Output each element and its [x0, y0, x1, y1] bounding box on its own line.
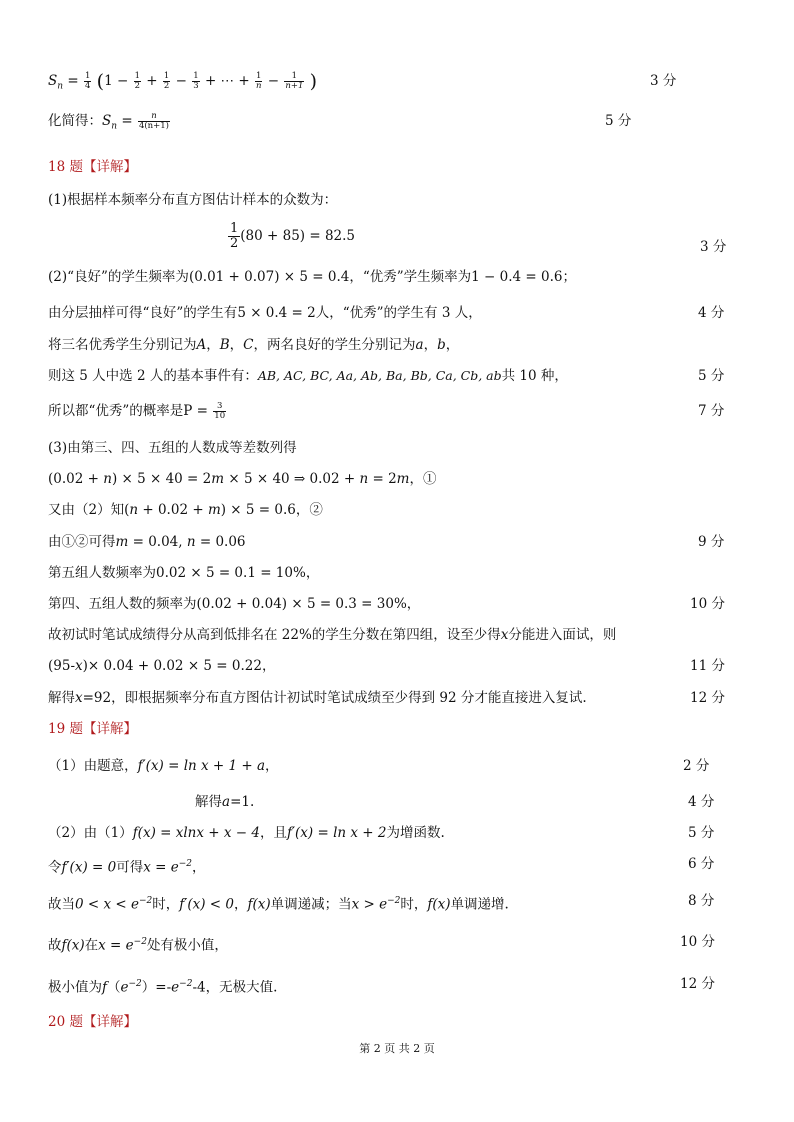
- text: 由分层抽样可得“良好”的学生有: [48, 305, 238, 321]
- text: = 0.04,: [128, 534, 187, 550]
- text: 第五组人数频率为: [48, 565, 156, 581]
- equation: f′(x) = ln x + 1 + a: [137, 758, 266, 774]
- score-label: 8 分: [688, 893, 715, 909]
- text: 为增函数.: [386, 825, 445, 841]
- score-label: 6 分: [688, 856, 715, 872]
- text: ；: [562, 269, 576, 285]
- eq: =: [117, 113, 137, 129]
- exponent: −2: [387, 896, 401, 906]
- term: 1 −: [104, 73, 133, 89]
- text: 将三名优秀学生分别记为: [48, 337, 197, 353]
- monotonicity-line: [48, 892, 509, 914]
- equation: f′(x) = 0: [61, 859, 117, 876]
- equation: e: [171, 979, 180, 996]
- text: -4，无极大值.: [192, 979, 278, 996]
- fraction: [213, 402, 226, 421]
- text: ，: [229, 337, 244, 353]
- ranking-line: [48, 626, 616, 644]
- simplify-line: [48, 112, 171, 136]
- text: 化简得：: [48, 113, 102, 129]
- text: ，: [191, 859, 206, 876]
- term: +: [146, 73, 162, 89]
- equation: 0 < x < e: [75, 896, 139, 913]
- text: 时，: [152, 896, 180, 913]
- equation: (80 + 85) = 82.5: [240, 228, 356, 244]
- text: (0.02 +: [48, 471, 104, 487]
- fraction: [163, 72, 170, 91]
- text: 又由（2）知: [48, 502, 125, 518]
- text: 第四、五组人数的频率为: [48, 596, 197, 612]
- text: ，: [233, 896, 248, 913]
- probability-line: [48, 402, 227, 421]
- text: 由①②可得: [48, 534, 116, 550]
- var: C: [243, 337, 254, 353]
- fraction: [84, 72, 91, 91]
- events: AB, AC, BC, Aa, Ab, Ba, Bb, Ca, Cb, ab: [257, 368, 502, 383]
- fraction: [255, 72, 262, 91]
- equation: 1 − 0.4 = 0.6: [471, 269, 563, 285]
- var: n: [103, 471, 112, 487]
- denominator: 10: [214, 411, 226, 421]
- score-label: 11 分: [690, 658, 725, 674]
- eq: =: [63, 73, 83, 89]
- var: a: [415, 337, 424, 353]
- text: 故: [48, 937, 62, 954]
- score-equation-line: [48, 657, 275, 675]
- text: 在: [84, 937, 99, 954]
- score-label: 5 分: [688, 825, 715, 841]
- minimum-line: [48, 933, 228, 955]
- equation: 5 × 0.4 = 2: [237, 305, 316, 321]
- score-label: 9 分: [698, 534, 725, 550]
- paren: (: [96, 70, 105, 93]
- equation: f(x): [427, 896, 451, 913]
- critical-point-line: [48, 855, 205, 877]
- term: + ⋯ +: [204, 73, 254, 89]
- score-label: 12 分: [690, 690, 725, 706]
- text: ，: [445, 337, 460, 353]
- text: ，: [423, 337, 438, 353]
- numerator: 1: [284, 72, 304, 82]
- labeling-line: [48, 336, 459, 354]
- fraction: [228, 222, 240, 251]
- numerator: 1: [193, 71, 199, 81]
- text: 单调递减；当: [270, 896, 352, 913]
- score-label: 12 分: [680, 976, 715, 992]
- text: ，且: [259, 825, 287, 841]
- var: m: [207, 502, 221, 518]
- score-label: 4 分: [698, 305, 725, 321]
- text: × 5 × 40 ⇒ 0.02 +: [224, 471, 360, 487]
- solve-line: [48, 533, 246, 551]
- q18-part3: (3)由第三、四、五组的人数成等差数列得: [48, 440, 297, 456]
- sum-formula-line: [48, 72, 317, 96]
- var: x: [75, 690, 83, 706]
- text: (: [124, 502, 130, 518]
- equation: x = e: [143, 859, 179, 876]
- sum-sub: n: [57, 81, 64, 92]
- exponent: −2: [179, 979, 193, 989]
- text: ，②: [295, 502, 323, 518]
- equation: (0.02 + 0.04) × 5 = 0.3 = 30%: [196, 596, 407, 612]
- var: a: [222, 794, 231, 810]
- text: ，: [305, 565, 320, 581]
- text: 令: [48, 859, 62, 876]
- score-label: 5 分: [605, 113, 632, 129]
- text: （: [107, 979, 121, 996]
- exponent: −2: [138, 896, 153, 906]
- text: ，①: [409, 471, 437, 487]
- text: 解得: [195, 794, 222, 810]
- equation: e: [120, 979, 129, 996]
- text: ，: [206, 337, 220, 353]
- score-label: 3 分: [700, 239, 727, 255]
- text: )× 0.04 + 0.02 × 5 = 0.22，: [82, 658, 276, 674]
- numerator: 1: [84, 71, 91, 81]
- mode-equation: [228, 222, 355, 251]
- equation: f(x): [61, 937, 85, 954]
- q18-part1: (1)根据样本频率分布直方图估计样本的众数为：: [48, 192, 338, 208]
- text: 故初试时笔试成绩得分从高到低排名在 22%的学生分数在第四组，设至少得: [48, 627, 501, 643]
- numerator: 1: [255, 71, 262, 81]
- text: 可得: [116, 859, 144, 876]
- eq2-line: [48, 501, 323, 519]
- group45-line: [48, 595, 420, 613]
- var: n: [129, 502, 139, 518]
- equation: f(x): [247, 896, 271, 913]
- denominator: 4: [84, 81, 91, 91]
- text: (2)“良好”的学生频率为: [48, 269, 189, 285]
- text: 人，“优秀”的学生有 3 人，: [315, 305, 482, 321]
- sum-var: S: [102, 113, 112, 129]
- term: −: [267, 73, 284, 89]
- denominator: 4(n+1): [138, 121, 169, 131]
- min-value-line: [48, 975, 277, 997]
- text: (95-: [48, 658, 76, 674]
- equation: 0.02 × 5 = 0.1 = 10%: [156, 565, 306, 581]
- equation: f: [102, 979, 107, 996]
- text: 处有极小值，: [146, 937, 228, 954]
- score-label: 4 分: [688, 794, 715, 810]
- score-label: 7 分: [698, 403, 725, 419]
- text: + 0.02 +: [138, 502, 208, 518]
- equation: f′(x) = ln x + 2: [286, 825, 387, 841]
- section-heading-19: 19 题【详解】: [48, 721, 137, 737]
- text: = 2: [368, 471, 397, 487]
- text: 共 10 种，: [501, 368, 568, 384]
- equation: f′(x) < 0: [179, 896, 234, 913]
- text: = 0.06: [195, 534, 246, 550]
- section-heading-20: 20 题【详解】: [48, 1014, 137, 1030]
- score-label: 5 分: [698, 368, 725, 384]
- var: x: [500, 627, 509, 643]
- stratified-line: [48, 304, 482, 322]
- text: （2）由（1）: [48, 825, 133, 841]
- var: m: [396, 471, 410, 487]
- var: n: [186, 534, 196, 550]
- page-footer: 第 2 页 共 2 页: [359, 1042, 435, 1055]
- events-line: [48, 367, 568, 385]
- exponent: −2: [178, 859, 192, 869]
- conclusion-line: [48, 689, 587, 707]
- sum-var: S: [48, 73, 58, 89]
- fraction: [134, 72, 141, 91]
- score-label: 10 分: [680, 934, 715, 950]
- equation: x = e: [98, 937, 134, 954]
- exponent: −2: [133, 937, 147, 947]
- function-line: [48, 824, 445, 842]
- score-label: 3 分: [650, 73, 677, 89]
- text: 单调递增.: [450, 896, 509, 913]
- denominator: 3: [193, 81, 199, 91]
- denominator: 2: [163, 81, 170, 91]
- derivative-line: [48, 757, 279, 775]
- numerator: 1: [134, 71, 140, 81]
- eq1-line: [48, 470, 436, 488]
- denominator: 2: [134, 81, 140, 91]
- numerator: 1: [163, 71, 170, 81]
- var: n: [359, 471, 369, 487]
- text: ，“优秀”学生频率为: [349, 269, 472, 285]
- group5-line: [48, 564, 319, 582]
- exponent: −2: [128, 979, 142, 989]
- denominator: 2: [230, 236, 239, 251]
- text: ）=-: [141, 979, 172, 996]
- fraction: [284, 72, 304, 91]
- text: 极小值为: [48, 979, 102, 996]
- numerator: 1: [230, 221, 239, 236]
- denominator: n: [255, 81, 262, 91]
- term: −: [175, 73, 192, 89]
- fraction: [192, 72, 199, 91]
- var: x: [75, 658, 83, 674]
- text: =92，即根据频率分布直方图估计初试时笔试成绩至少得到 92 分才能直接进入复试.: [82, 690, 587, 706]
- text: 解得: [48, 690, 75, 706]
- text: ，: [406, 596, 421, 612]
- var: b: [437, 337, 446, 353]
- denominator: n+1: [285, 81, 304, 91]
- text: 时，: [400, 896, 428, 913]
- solve-a-line: [195, 793, 254, 811]
- text: 故当: [48, 896, 75, 913]
- text: ，两名良好的学生分别记为: [253, 337, 416, 353]
- text: ，: [265, 758, 279, 774]
- paren: ): [309, 70, 318, 93]
- fraction: [138, 112, 170, 131]
- text: 所以都“优秀”的概率是P =: [48, 403, 213, 419]
- text: ) × 5 = 0.6: [220, 502, 296, 518]
- q18-part2: [48, 268, 576, 286]
- equation: f(x) = xlnx + x − 4: [132, 825, 260, 841]
- var: m: [211, 471, 225, 487]
- section-heading-18: 18 题【详解】: [48, 159, 137, 175]
- equation: x > e: [351, 896, 388, 913]
- var: A: [196, 337, 207, 353]
- numerator: n: [138, 112, 170, 122]
- text: ) × 5 × 40 = 2: [111, 471, 212, 487]
- sum-sub: n: [111, 121, 118, 132]
- score-label: 2 分: [683, 758, 710, 774]
- var: m: [115, 534, 129, 550]
- var: B: [219, 337, 230, 353]
- score-label: 10 分: [690, 596, 725, 612]
- text: =1.: [230, 794, 255, 810]
- numerator: 3: [213, 402, 226, 412]
- text: （1）由题意，: [48, 758, 138, 774]
- equation: (0.01 + 0.07) × 5 = 0.4: [188, 269, 350, 285]
- text: 分能进入面试，则: [508, 627, 617, 643]
- text: 则这 5 人中选 2 人的基本事件有：: [48, 368, 258, 384]
